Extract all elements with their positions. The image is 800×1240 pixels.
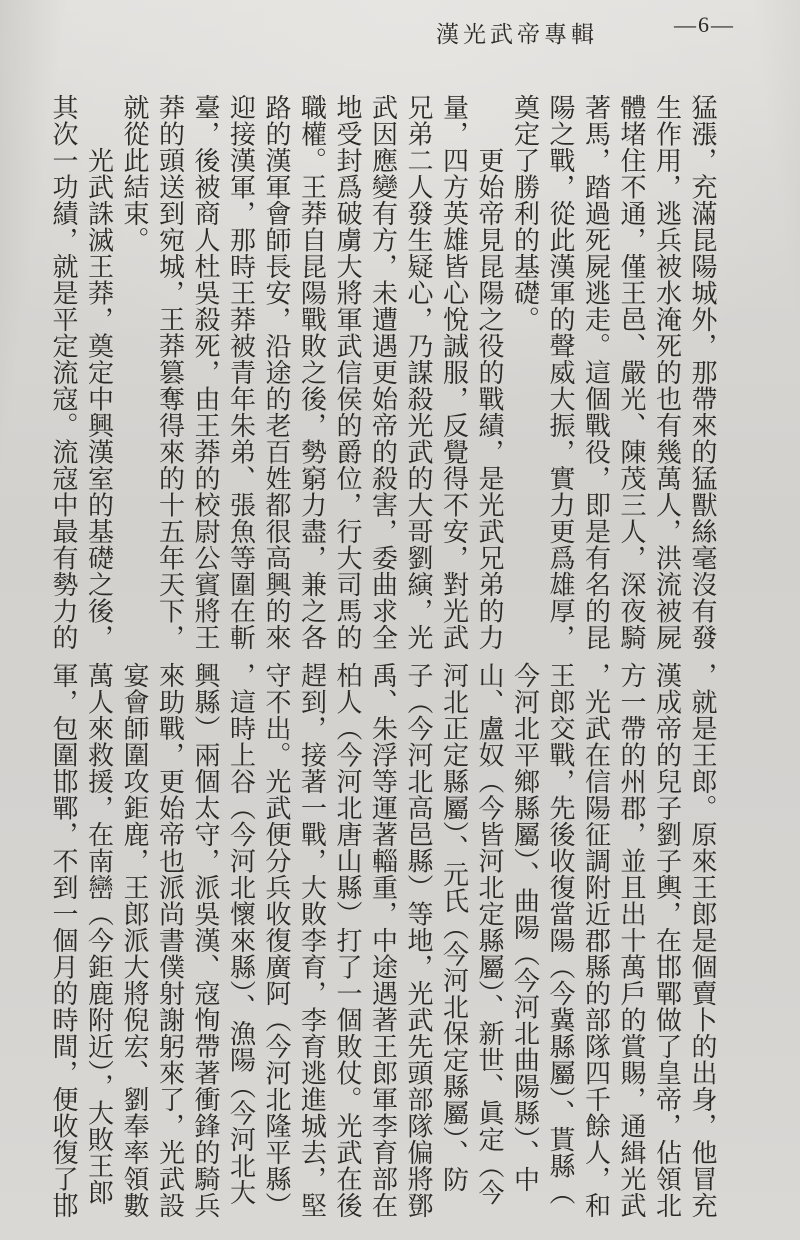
text-column: 萬人來救援，在南巒（今鉅鹿附近），大敗王郎 — [84, 662, 114, 1206]
text-column: 莽的頭送到宛城，王莽篡奪得來的十五年天下， — [155, 94, 185, 651]
text-column: 臺，後被商人杜吳殺死，由王莽的校尉公賓將王 — [191, 94, 220, 651]
text-column: 奠定了勝利的基礎。 — [510, 94, 540, 333]
text-column: 量，四方英雄皆心悅誠服，反覺得不安，對光武 — [439, 94, 469, 651]
text-column: ，就是王郎。原來王郎是個賣卜的出身，他冒充 — [688, 662, 717, 1219]
text-column: ，這時上谷（今河北懷來縣）、漁陽（今河北大 — [226, 662, 256, 1206]
lower-text-block — [46, 662, 721, 1222]
text-column: 著馬，踏過死屍逃走。這個戰役，即是有名的昆 — [581, 94, 611, 651]
text-column: 陽之戰，從此漢軍的聲威大振，實力更爲雄厚， — [546, 94, 575, 651]
text-column: 生作用，逃兵被水淹死的也有幾萬人，洪流被屍 — [652, 94, 682, 651]
text-column: 職權。王莽自昆陽戰敗之後，勢窮力盡，兼之各 — [297, 94, 327, 651]
text-column: 地受封爲破虜大將軍武信侯的爵位，行大司馬的 — [333, 94, 362, 651]
upper-text-block — [46, 94, 721, 654]
text-column: 兄弟二人發生疑心，乃謀殺光武的大哥劉縯，光 — [404, 94, 433, 651]
page-number: —6— — [674, 12, 735, 37]
text-column: 來助戰，更始帝也派尚書僕射謝躬來了，光武設 — [155, 662, 185, 1219]
text-column: 光武誅滅王莽，奠定中興漢室的基礎之後， — [84, 94, 114, 651]
text-column: 興縣）兩個太守，派吳漢、寇恂帶著衝鋒的騎兵 — [191, 662, 220, 1219]
text-column: 宴會師圍攻鉅鹿，王郎派大將倪宏、劉奉率領數 — [120, 662, 149, 1219]
text-column: 方一帶的州郡，並且出十萬戶的賞賜，通緝光武 — [617, 662, 646, 1219]
text-column: 守不出。光武便分兵收復廣阿（今河北隆平縣） — [262, 662, 291, 1219]
text-column: 武因應變有方，未遭遇更始帝的殺害，委曲求全 — [368, 94, 398, 651]
book-header-title: 漢光武帝專輯 — [436, 22, 598, 47]
text-column: 柏人（今河北唐山縣）打了一個敗仗。光武在後 — [333, 662, 362, 1219]
text-column: 迎接漢軍，那時王莽被青年朱弟、張魚等圍在斬 — [226, 94, 256, 651]
text-column: 路的漢軍會師長安，沿途的老百姓都很高興的來 — [262, 94, 291, 651]
text-column: 王郎交戰，先後收復當陽（今冀縣屬）、貰縣（ — [546, 662, 575, 1206]
text-column: 就從此結束。 — [120, 94, 149, 253]
text-column: 禹、朱浮等運著輜重，中途遇著王郎軍李育部在 — [368, 662, 398, 1219]
text-column: 體堵住不通，僅王邑、嚴光、陳茂三人，深夜騎 — [617, 94, 646, 651]
text-column: 更始帝見昆陽之役的戰績，是光武兄弟的力 — [475, 94, 504, 651]
text-column: 今河北平鄉縣屬）、曲陽（今河北曲陽縣）、中 — [510, 662, 540, 1193]
text-column: 軍，包圍邯鄲，不到一個月的時間，便收復了邯 — [49, 662, 78, 1219]
text-column: 河北正定縣屬）、元氏（今河北保定縣屬）、防 — [439, 662, 469, 1193]
text-column: 子（今河北高邑縣）等地，光武先頭部隊偏將鄧 — [404, 662, 433, 1219]
text-column: 趕到，接著一戰，大敗李育，李育逃進城去，堅 — [297, 662, 327, 1219]
text-column: 其次一功績，就是平定流寇。流寇中最有勢力的 — [49, 94, 78, 651]
text-column: 猛漲，充滿昆陽城外，那帶來的猛獸絲毫沒有發 — [688, 94, 717, 651]
text-column: 漢成帝的兒子劉子輿，在邯鄲做了皇帝，佔領北 — [652, 662, 682, 1219]
text-column: 山、盧奴（今皆河北定縣屬）、新世、眞定（今 — [475, 662, 504, 1206]
text-column: ，光武在信陽征調附近郡縣的部隊四千餘人，和 — [581, 662, 611, 1219]
